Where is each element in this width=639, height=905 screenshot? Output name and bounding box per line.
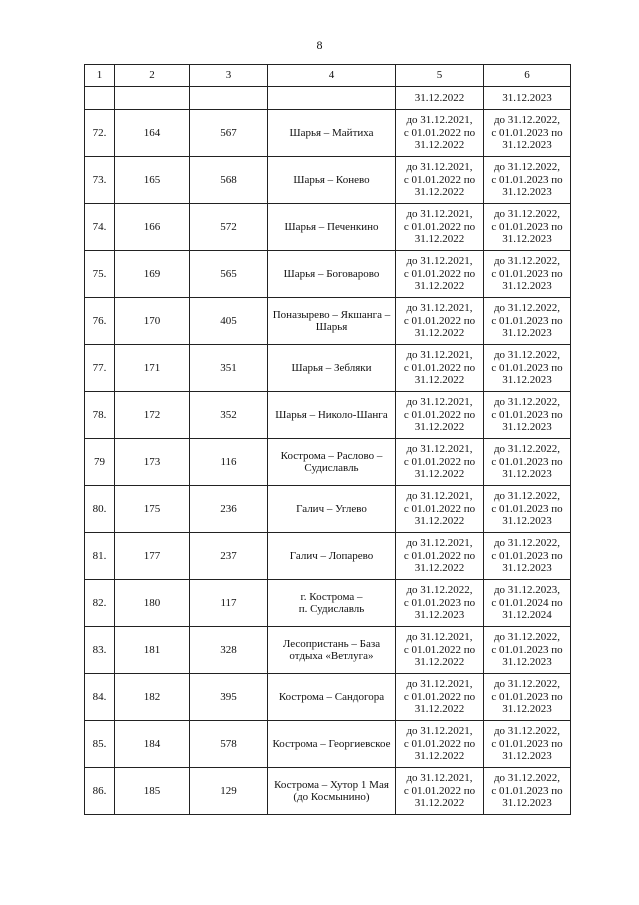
period-cell-5 [396, 251, 484, 298]
cell-text: до 31.12.2022, с 01.01.2023 по 31.12.2023 [491, 725, 563, 763]
header-cell-3: 3 [190, 65, 268, 87]
cell-text: до 31.12.2021, с 01.01.2022 по 31.12.2022 [403, 114, 476, 152]
route-name-cell [268, 157, 396, 204]
table-row [85, 768, 571, 815]
route-name-cell [268, 439, 396, 486]
period-cell-6 [484, 486, 571, 533]
cell-text: 565 [220, 267, 237, 280]
route-number-cell [190, 721, 268, 768]
period-cell-6 [484, 533, 571, 580]
table-row [85, 721, 571, 768]
table-body [85, 65, 571, 815]
route-name-cell [268, 110, 396, 157]
continuation-cell-6: 31.12.2023 [484, 87, 571, 110]
cell-text: 185 [143, 784, 161, 797]
row-number-cell [85, 674, 115, 721]
cell-text: 164 [143, 126, 161, 139]
col2-number-cell [115, 768, 190, 815]
cell-text: 86. [92, 784, 107, 797]
table-row [85, 674, 571, 721]
cell-text: до 31.12.2022, с 01.01.2023 по 31.12.2023 [491, 302, 563, 340]
cell-text: 79 [94, 455, 105, 468]
row-number-cell [85, 486, 115, 533]
cell-text: до 31.12.2021, с 01.01.2022 по 31.12.2022 [403, 772, 476, 810]
period-cell-6 [484, 110, 571, 157]
cell-text: 80. [92, 502, 107, 515]
period-cell-5 [396, 768, 484, 815]
cell-text: Шарья – Майтиха [289, 126, 374, 139]
cell-text: до 31.12.2021, с 01.01.2022 по 31.12.2022 [403, 161, 476, 199]
table-row [85, 251, 571, 298]
cell-text: 568 [220, 173, 237, 186]
route-number-cell [190, 439, 268, 486]
cell-text: до 31.12.2022, с 01.01.2023 по 31.12.2023 [491, 114, 563, 152]
cell-text: 181 [143, 643, 161, 656]
cell-text: до 31.12.2021, с 01.01.2022 по 31.12.2022 [403, 443, 476, 481]
cell-text: 173 [143, 455, 161, 468]
cell-text: до 31.12.2022, с 01.01.2023 по 31.12.2023 [491, 537, 563, 575]
cell-text: до 31.12.2021, с 01.01.2022 по 31.12.2022 [403, 537, 476, 575]
continuation-cell-4 [268, 87, 396, 110]
cell-text: Шарья – Конево [293, 173, 370, 186]
cell-text: 85. [92, 737, 107, 750]
continuation-cell-5: 31.12.2022 [396, 87, 484, 110]
col2-number-cell [115, 298, 190, 345]
route-name-cell [268, 627, 396, 674]
period-cell-6 [484, 392, 571, 439]
col2-number-cell [115, 533, 190, 580]
col2-number-cell [115, 392, 190, 439]
period-cell-6 [484, 627, 571, 674]
cell-text: 169 [143, 267, 161, 280]
route-number-cell [190, 110, 268, 157]
cell-text: до 31.12.2021, с 01.01.2022 по 31.12.2022 [403, 255, 476, 293]
cell-text: до 31.12.2022, с 01.01.2023 по 31.12.2023 [491, 772, 563, 810]
cell-text: 74. [92, 220, 107, 233]
cell-text: 184 [143, 737, 161, 750]
cell-text: 82. [92, 596, 107, 609]
table-row [85, 486, 571, 533]
period-cell-6 [484, 204, 571, 251]
cell-text: Галич – Лопарево [289, 549, 374, 562]
route-number-cell [190, 768, 268, 815]
period-cell-5 [396, 674, 484, 721]
cell-text: 395 [220, 690, 237, 703]
period-cell-5 [396, 204, 484, 251]
cell-text: 116 [220, 455, 237, 468]
row-number-cell [85, 439, 115, 486]
row-number-cell [85, 110, 115, 157]
cell-text: 166 [143, 220, 161, 233]
route-number-cell [190, 533, 268, 580]
cell-text: 81. [92, 549, 107, 562]
table-row [85, 392, 571, 439]
table-row [85, 157, 571, 204]
cell-text: Лесопристань – База отдыха «Ветлуга» [282, 637, 381, 662]
route-number-cell [190, 204, 268, 251]
route-name-cell [268, 392, 396, 439]
cell-text: 352 [220, 408, 237, 421]
cell-text: до 31.12.2022, с 01.01.2023 по 31.12.2023 [491, 161, 563, 199]
cell-text: до 31.12.2022, с 01.01.2023 по 31.12.2023 [491, 631, 563, 669]
header-cell-5: 5 [396, 65, 484, 87]
cell-text: Кострома – Раслово – Судиславль [280, 449, 383, 474]
header-cell-6: 6 [484, 65, 571, 87]
row-number-cell [85, 533, 115, 580]
cell-text: до 31.12.2022, с 01.01.2023 по 31.12.2023 [491, 490, 563, 528]
period-cell-5 [396, 627, 484, 674]
period-cell-5 [396, 157, 484, 204]
cell-text: 83. [92, 643, 107, 656]
cell-text: Кострома – Георгиевское [272, 737, 391, 750]
cell-text: 76. [92, 314, 107, 327]
row-number-cell [85, 392, 115, 439]
cell-text: 77. [92, 361, 107, 374]
cell-text: до 31.12.2023, с 01.01.2024 по 31.12.2024 [491, 584, 563, 622]
route-number-cell [190, 251, 268, 298]
col2-number-cell [115, 345, 190, 392]
route-name-cell [268, 486, 396, 533]
route-name-cell [268, 768, 396, 815]
cell-text: 84. [92, 690, 107, 703]
cell-text: 567 [220, 126, 237, 139]
cell-text: Шарья – Николо-Шанга [275, 408, 388, 421]
route-name-cell [268, 721, 396, 768]
cell-text: 170 [143, 314, 161, 327]
route-name-cell [268, 251, 396, 298]
route-number-cell [190, 580, 268, 627]
cell-text: до 31.12.2022, с 01.01.2023 по 31.12.2023 [491, 349, 563, 387]
col2-number-cell [115, 439, 190, 486]
period-cell-6 [484, 580, 571, 627]
cell-text: до 31.12.2021, с 01.01.2022 по 31.12.2022 [403, 490, 476, 528]
row-number-cell [85, 627, 115, 674]
route-number-cell [190, 486, 268, 533]
cell-text: 177 [143, 549, 161, 562]
row-number-cell [85, 157, 115, 204]
route-name-cell [268, 674, 396, 721]
page-number: 8 [316, 38, 323, 52]
col2-number-cell [115, 251, 190, 298]
route-number-cell [190, 345, 268, 392]
route-name-cell [268, 298, 396, 345]
table-row [85, 533, 571, 580]
cell-text: до 31.12.2021, с 01.01.2022 по 31.12.2022 [403, 396, 476, 434]
header-cell-2: 2 [115, 65, 190, 87]
cell-text: 72. [92, 126, 107, 139]
period-cell-6 [484, 721, 571, 768]
cell-text: Кострома – Хутор 1 Мая (до Космынино) [274, 778, 389, 803]
route-number-cell [190, 674, 268, 721]
cell-text: 237 [220, 549, 237, 562]
row-number-cell [85, 251, 115, 298]
cell-text: 180 [143, 596, 161, 609]
period-cell-5 [396, 533, 484, 580]
cell-text: до 31.12.2022, с 01.01.2023 по 31.12.2023 [491, 443, 563, 481]
continuation-cell-3 [190, 87, 268, 110]
route-name-cell [268, 204, 396, 251]
period-cell-6 [484, 439, 571, 486]
cell-text: до 31.12.2022, с 01.01.2023 по 31.12.2023 [491, 678, 563, 716]
period-cell-5 [396, 298, 484, 345]
row-number-cell [85, 768, 115, 815]
cell-text: 75. [92, 267, 107, 280]
routes-table [84, 64, 571, 815]
period-cell-5 [396, 345, 484, 392]
period-cell-5 [396, 439, 484, 486]
cell-text: до 31.12.2021, с 01.01.2022 по 31.12.2022 [403, 631, 476, 669]
cell-text: до 31.12.2022, с 01.01.2023 по 31.12.2023 [403, 584, 476, 622]
period-cell-5 [396, 110, 484, 157]
row-number-cell [85, 580, 115, 627]
route-name-cell [268, 345, 396, 392]
route-name-cell [268, 533, 396, 580]
cell-text: Кострома – Сандогора [278, 690, 385, 703]
cell-text: 78. [92, 408, 107, 421]
cell-text: 175 [143, 502, 161, 515]
col2-number-cell [115, 627, 190, 674]
cell-text: до 31.12.2022, с 01.01.2023 по 31.12.2023 [491, 396, 563, 434]
cell-text: 328 [220, 643, 237, 656]
cell-text: 73. [92, 173, 107, 186]
continuation-row [85, 87, 571, 110]
cell-text: до 31.12.2021, с 01.01.2022 по 31.12.2022 [403, 208, 476, 246]
cell-text: Шарья – Печенкино [284, 220, 379, 233]
cell-text: 236 [220, 502, 237, 515]
col2-number-cell [115, 157, 190, 204]
continuation-cell-1 [85, 87, 115, 110]
cell-text: 405 [220, 314, 237, 327]
cell-text: 578 [220, 737, 237, 750]
cell-text: Поназырево – Якшанга – Шарья [272, 308, 391, 333]
table-row [85, 204, 571, 251]
cell-text: до 31.12.2021, с 01.01.2022 по 31.12.2022 [403, 678, 476, 716]
cell-text: до 31.12.2022, с 01.01.2023 по 31.12.2023 [491, 208, 563, 246]
period-cell-6 [484, 345, 571, 392]
cell-text: 165 [143, 173, 161, 186]
cell-text: 117 [220, 596, 237, 609]
row-number-cell [85, 345, 115, 392]
table-row [85, 439, 571, 486]
period-cell-6 [484, 157, 571, 204]
route-number-cell [190, 157, 268, 204]
table-row [85, 580, 571, 627]
period-cell-5 [396, 580, 484, 627]
row-number-cell [85, 204, 115, 251]
cell-text: Галич – Углево [296, 502, 367, 515]
cell-text: до 31.12.2021, с 01.01.2022 по 31.12.2022 [403, 725, 476, 763]
col2-number-cell [115, 721, 190, 768]
period-cell-6 [484, 674, 571, 721]
cell-text: до 31.12.2021, с 01.01.2022 по 31.12.2022 [403, 349, 476, 387]
table-row [85, 110, 571, 157]
table-row [85, 627, 571, 674]
cell-text: до 31.12.2022, с 01.01.2023 по 31.12.2023 [491, 255, 563, 293]
period-cell-6 [484, 768, 571, 815]
col2-number-cell [115, 674, 190, 721]
continuation-cell-2 [115, 87, 190, 110]
col2-number-cell [115, 486, 190, 533]
cell-text: Шарья – Зебляки [291, 361, 372, 374]
route-name-cell [268, 580, 396, 627]
table-row [85, 345, 571, 392]
route-number-cell [190, 392, 268, 439]
header-cell-4: 4 [268, 65, 396, 87]
row-number-cell [85, 298, 115, 345]
header-cell-1: 1 [85, 65, 115, 87]
route-number-cell [190, 298, 268, 345]
row-number-cell [85, 721, 115, 768]
period-cell-5 [396, 486, 484, 533]
route-number-cell [190, 627, 268, 674]
cell-text: до 31.12.2021, с 01.01.2022 по 31.12.2022 [403, 302, 476, 340]
period-cell-5 [396, 392, 484, 439]
cell-text: 171 [143, 361, 161, 374]
cell-text: 172 [143, 408, 161, 421]
cell-text: 129 [220, 784, 237, 797]
cell-text: 572 [220, 220, 237, 233]
col2-number-cell [115, 110, 190, 157]
cell-text: 182 [143, 690, 161, 703]
cell-text: Шарья – Боговарово [283, 267, 380, 280]
header-row [85, 65, 571, 87]
period-cell-6 [484, 251, 571, 298]
col2-number-cell [115, 204, 190, 251]
period-cell-5 [396, 721, 484, 768]
period-cell-6 [484, 298, 571, 345]
col2-number-cell [115, 580, 190, 627]
cell-text: 351 [220, 361, 237, 374]
table-row [85, 298, 571, 345]
cell-text: г. Кострома – п. Судиславль [298, 590, 365, 615]
